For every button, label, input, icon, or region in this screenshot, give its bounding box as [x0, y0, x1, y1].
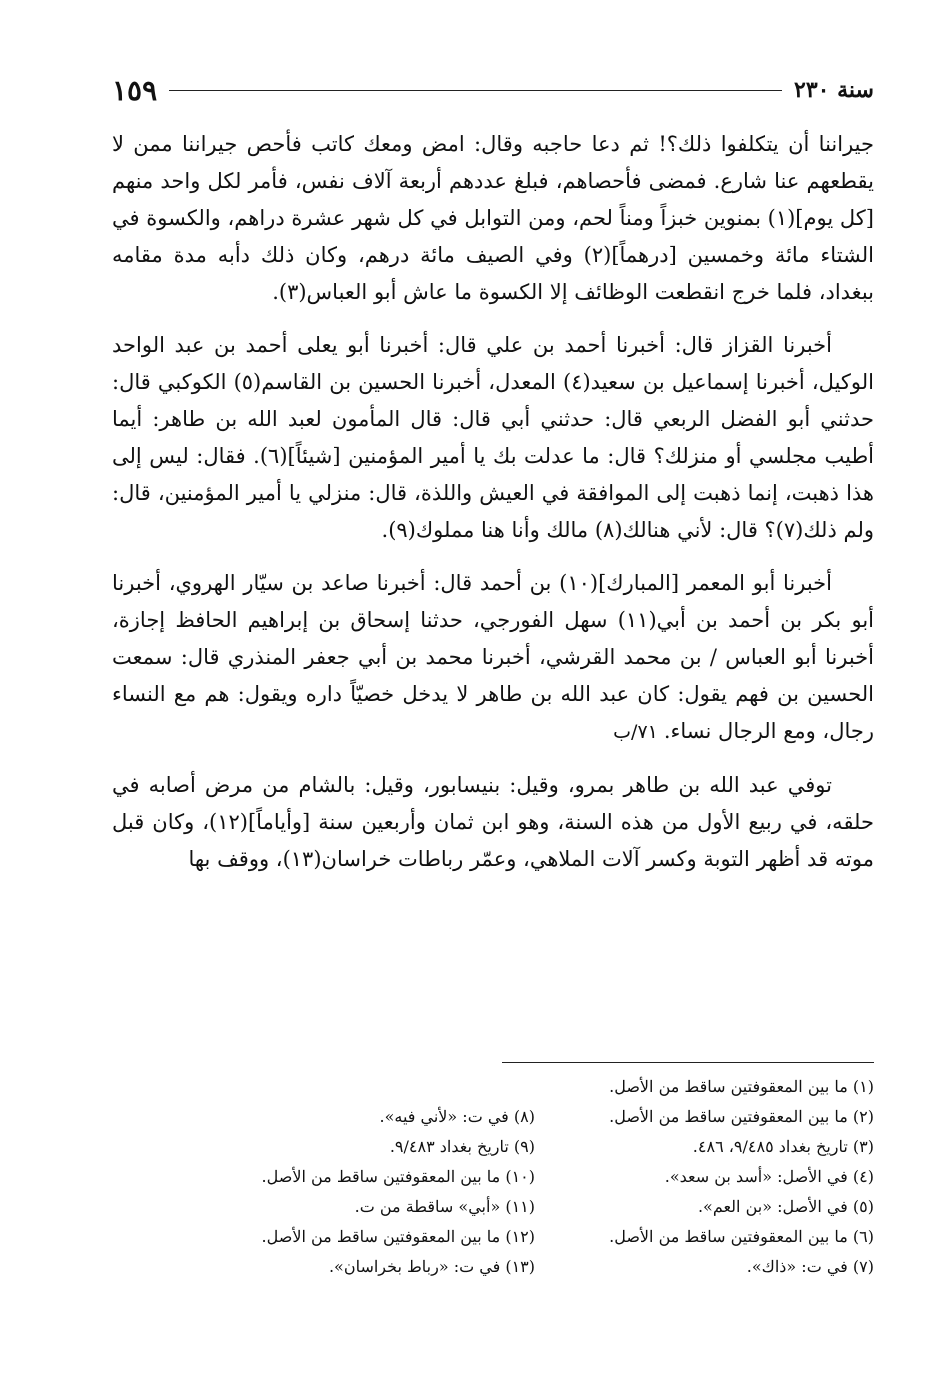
footnotes-left-column: [236, 1072, 535, 1282]
main-text: [112, 126, 874, 894]
footnote: (٣) تاريخ بغداد ٩/٤٨٥، ٤٨٦.: [692, 1137, 874, 1156]
paragraph-3-text: أخبرنا أبو المعمر [المبارك](١٠) بن أحمد قال: أخبرنا صاعد بن سيّار الهروي، أخبرنا أبو بكر بن أحمد بن أبي(١١) سهل الفورجي، حدثنا إسحاق بن إبراهيم الحافظ إجازة، أخبرنا أبو العباس / بن محمد القرشي، أخبرنا محمد بن أبي جعفر المنذري قال: سمعت الحسين بن فهم يقول: كان عبد الله بن طاهر لا يدخل خصيّاً داره ويقول: هم مع النساء رجال، ومع الرجال نساء.: [112, 571, 875, 743]
paragraph-2: أخبرنا القزاز قال: أخبرنا أحمد بن علي قال: أخبرنا أبو يعلى أحمد بن عبد الواحد الوكيل، أخبرنا إسماعيل بن سعيد(٤) المعدل، أخبرنا الحسين بن القاسم(٥) الكوكبي قال: حدثني أبو الفضل الربعي قال: حدثني أبي قال: قال المأمون لعبد الله بن طاهر: أيما أطيب مجلسي أو منزلك؟ قال: ما عدلت بك يا أمير المؤمنين [شيئاً](٦). فقال: ليس إلى هذا ذهبت، إنما ذهبت إلى الموافقة في العيش واللذة، قال: منزلي يا أمير المؤمنين، قال: ولم ذلك(٧)؟ قال: لأني هنالك(٨) مالك وأنا هنا مملوك(٩).: [112, 333, 874, 542]
footnote: (٤) في الأصل: «أسد بن سعد».: [664, 1167, 874, 1186]
footnotes-right-column: [575, 1072, 874, 1282]
header-rule: [169, 90, 782, 91]
paragraph-3: [112, 565, 874, 751]
footnote: (٥) في الأصل: «بن العم».: [697, 1197, 874, 1216]
page-number: ١٥٩: [112, 73, 158, 107]
margin-folio-note: ٧١/ب: [613, 721, 658, 743]
footnotes: [236, 1072, 874, 1282]
footnote: (١٣) في ت: «رباط بخراسان».: [328, 1257, 535, 1276]
footnote: (٧) في ت: «ذاك».: [746, 1257, 874, 1276]
footnote: (١٠) ما بين المعقوفتين ساقط من الأصل.: [261, 1167, 535, 1186]
footnote: (٢) ما بين المعقوفتين ساقط من الأصل.: [609, 1107, 874, 1126]
page-header: [112, 72, 874, 108]
footnote: (٨) في ت: «لأني فيه».: [379, 1107, 535, 1126]
footnote: (١٢) ما بين المعقوفتين ساقط من الأصل.: [261, 1227, 535, 1246]
running-title: سنة ٢٣٠: [794, 77, 874, 103]
footnote: (١) ما بين المعقوفتين ساقط من الأصل.: [609, 1077, 874, 1096]
footnote: (٦) ما بين المعقوفتين ساقط من الأصل.: [609, 1227, 874, 1246]
footnote: (٩) تاريخ بغداد ٩/٤٨٣.: [389, 1137, 535, 1156]
paragraph-1: جيراننا أن يتكلفوا ذلك؟! ثم دعا حاجبه وقال: امض ومعك كاتب فأحص جيراننا ممن لا يقطعهم عنا شارع. فمضى فأحصاهم، فبلغ عددهم أربعة آلاف نفس، فأمر لكل واحد منهم [كل يوم](١) بمنوين خبزاً ومناً لحم، ومن التوابل في كل شهر عشرة دراهم، والكسوة في الشتاء مائة وخمسين [درهماً](٢) وفي الصيف مائة درهم، وكان ذلك دأبه مدة مقامه ببغداد، فلما خرج انقطعت الوظائف إلا الكسوة ما عاش أبو العباس(٣).: [112, 132, 874, 304]
footnote: (١١) «أبي» ساقطة من ت.: [354, 1197, 535, 1216]
paragraph-4: توفي عبد الله بن طاهر بمرو، وقيل: بنيسابور، وقيل: بالشام من مرض أصابه في حلقه، في ربيع الأول من هذه السنة، وهو ابن ثمان وأربعين سنة [وأياماً](١٢)، وكان قبل موته قد أظهر التوبة وكسر آلات الملاهي، وعمّر رباطات خراسان(١٣)، ووقف بها: [112, 773, 874, 871]
footnote-separator: [502, 1062, 874, 1063]
